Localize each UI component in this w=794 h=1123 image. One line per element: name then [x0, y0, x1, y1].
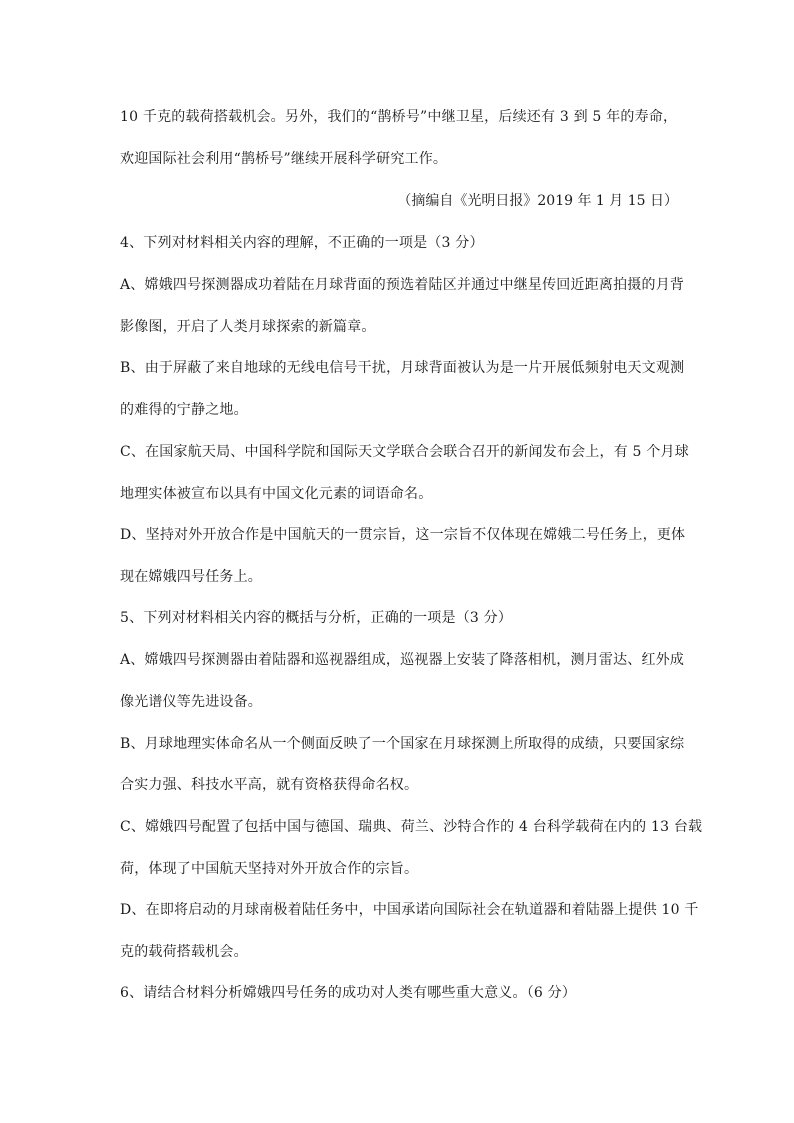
question-4-option-d: D、坚持对外开放合作是中国航天的一贯宗旨，这一宗旨不仅体现在嫦娥二号任务上，更体 [120, 527, 686, 543]
source-citation: （摘编自《光明日报》2019 年 1 月 15 日） [397, 193, 678, 209]
question-4-option-b-cont: 的难得的宁静之地。 [120, 402, 248, 418]
question-5-option-d: D、在即将启动的月球南极着陆任务中，中国承诺向国际社会在轨道器和着陆器上提供 10 千 [120, 902, 699, 918]
question-5-option-a: A、嫦娥四号探测器由着陆器和巡视器组成，巡视器上安装了降落相机，测月雷达、红外成 [120, 652, 685, 668]
question-4-option-c: C、在国家航天局、中国科学院和国际天文学联合会联合召开的新闻发布会上，有 5 个月球 [120, 444, 689, 460]
question-4-option-b: B、由于屏蔽了来自地球的无线电信号干扰，月球背面被认为是一片开展低频射电天文观测 [120, 360, 685, 376]
question-5-option-c: C、嫦娥四号配置了包括中国与德国、瑞典、荷兰、沙特合作的 4 台科学载荷在内的 13 台载 [120, 819, 703, 835]
question-6-stem: 6、请结合材料分析嫦娥四号任务的成功对人类有哪些重大意义。（6 分） [120, 985, 577, 1001]
question-4-stem: 4、下列对材料相关内容的理解，不正确的一项是（3 分） [120, 235, 484, 251]
question-4-option-d-cont: 现在嫦娥四号任务上。 [120, 569, 262, 585]
question-5-option-a-cont: 像光谱仪等先进设备。 [120, 694, 262, 710]
passage-line: 欢迎国际社会利用“鹊桥号”继续开展科学研究工作。 [120, 151, 448, 167]
question-4-option-c-cont: 地理实体被宣布以具有中国文化元素的词语命名。 [120, 486, 433, 502]
question-5-option-d-cont: 克的载荷搭载机会。 [120, 944, 248, 960]
question-5-option-b: B、月球地理实体命名从一个侧面反映了一个国家在月球探测上所取得的成绩，只要国家综 [120, 736, 685, 752]
question-5-option-c-cont: 荷，体现了中国航天坚持对外开放合作的宗旨。 [120, 861, 419, 877]
question-4-option-a-cont: 影像图，开启了人类月球探索的新篇章。 [120, 319, 376, 335]
question-4-option-a: A、嫦娥四号探测器成功着陆在月球背面的预选着陆区并通过中继星传回近距离拍摄的月背 [120, 277, 685, 293]
question-5-stem: 5、下列对材料相关内容的概括与分析，正确的一项是（3 分） [120, 610, 513, 626]
passage-line: 10 千克的载荷搭载机会。另外，我们的“鹊桥号”中继卫星，后续还有 3 到 5 年的寿命， [120, 109, 678, 125]
question-5-option-b-cont: 合实力强、科技水平高，就有资格获得命名权。 [120, 777, 419, 793]
